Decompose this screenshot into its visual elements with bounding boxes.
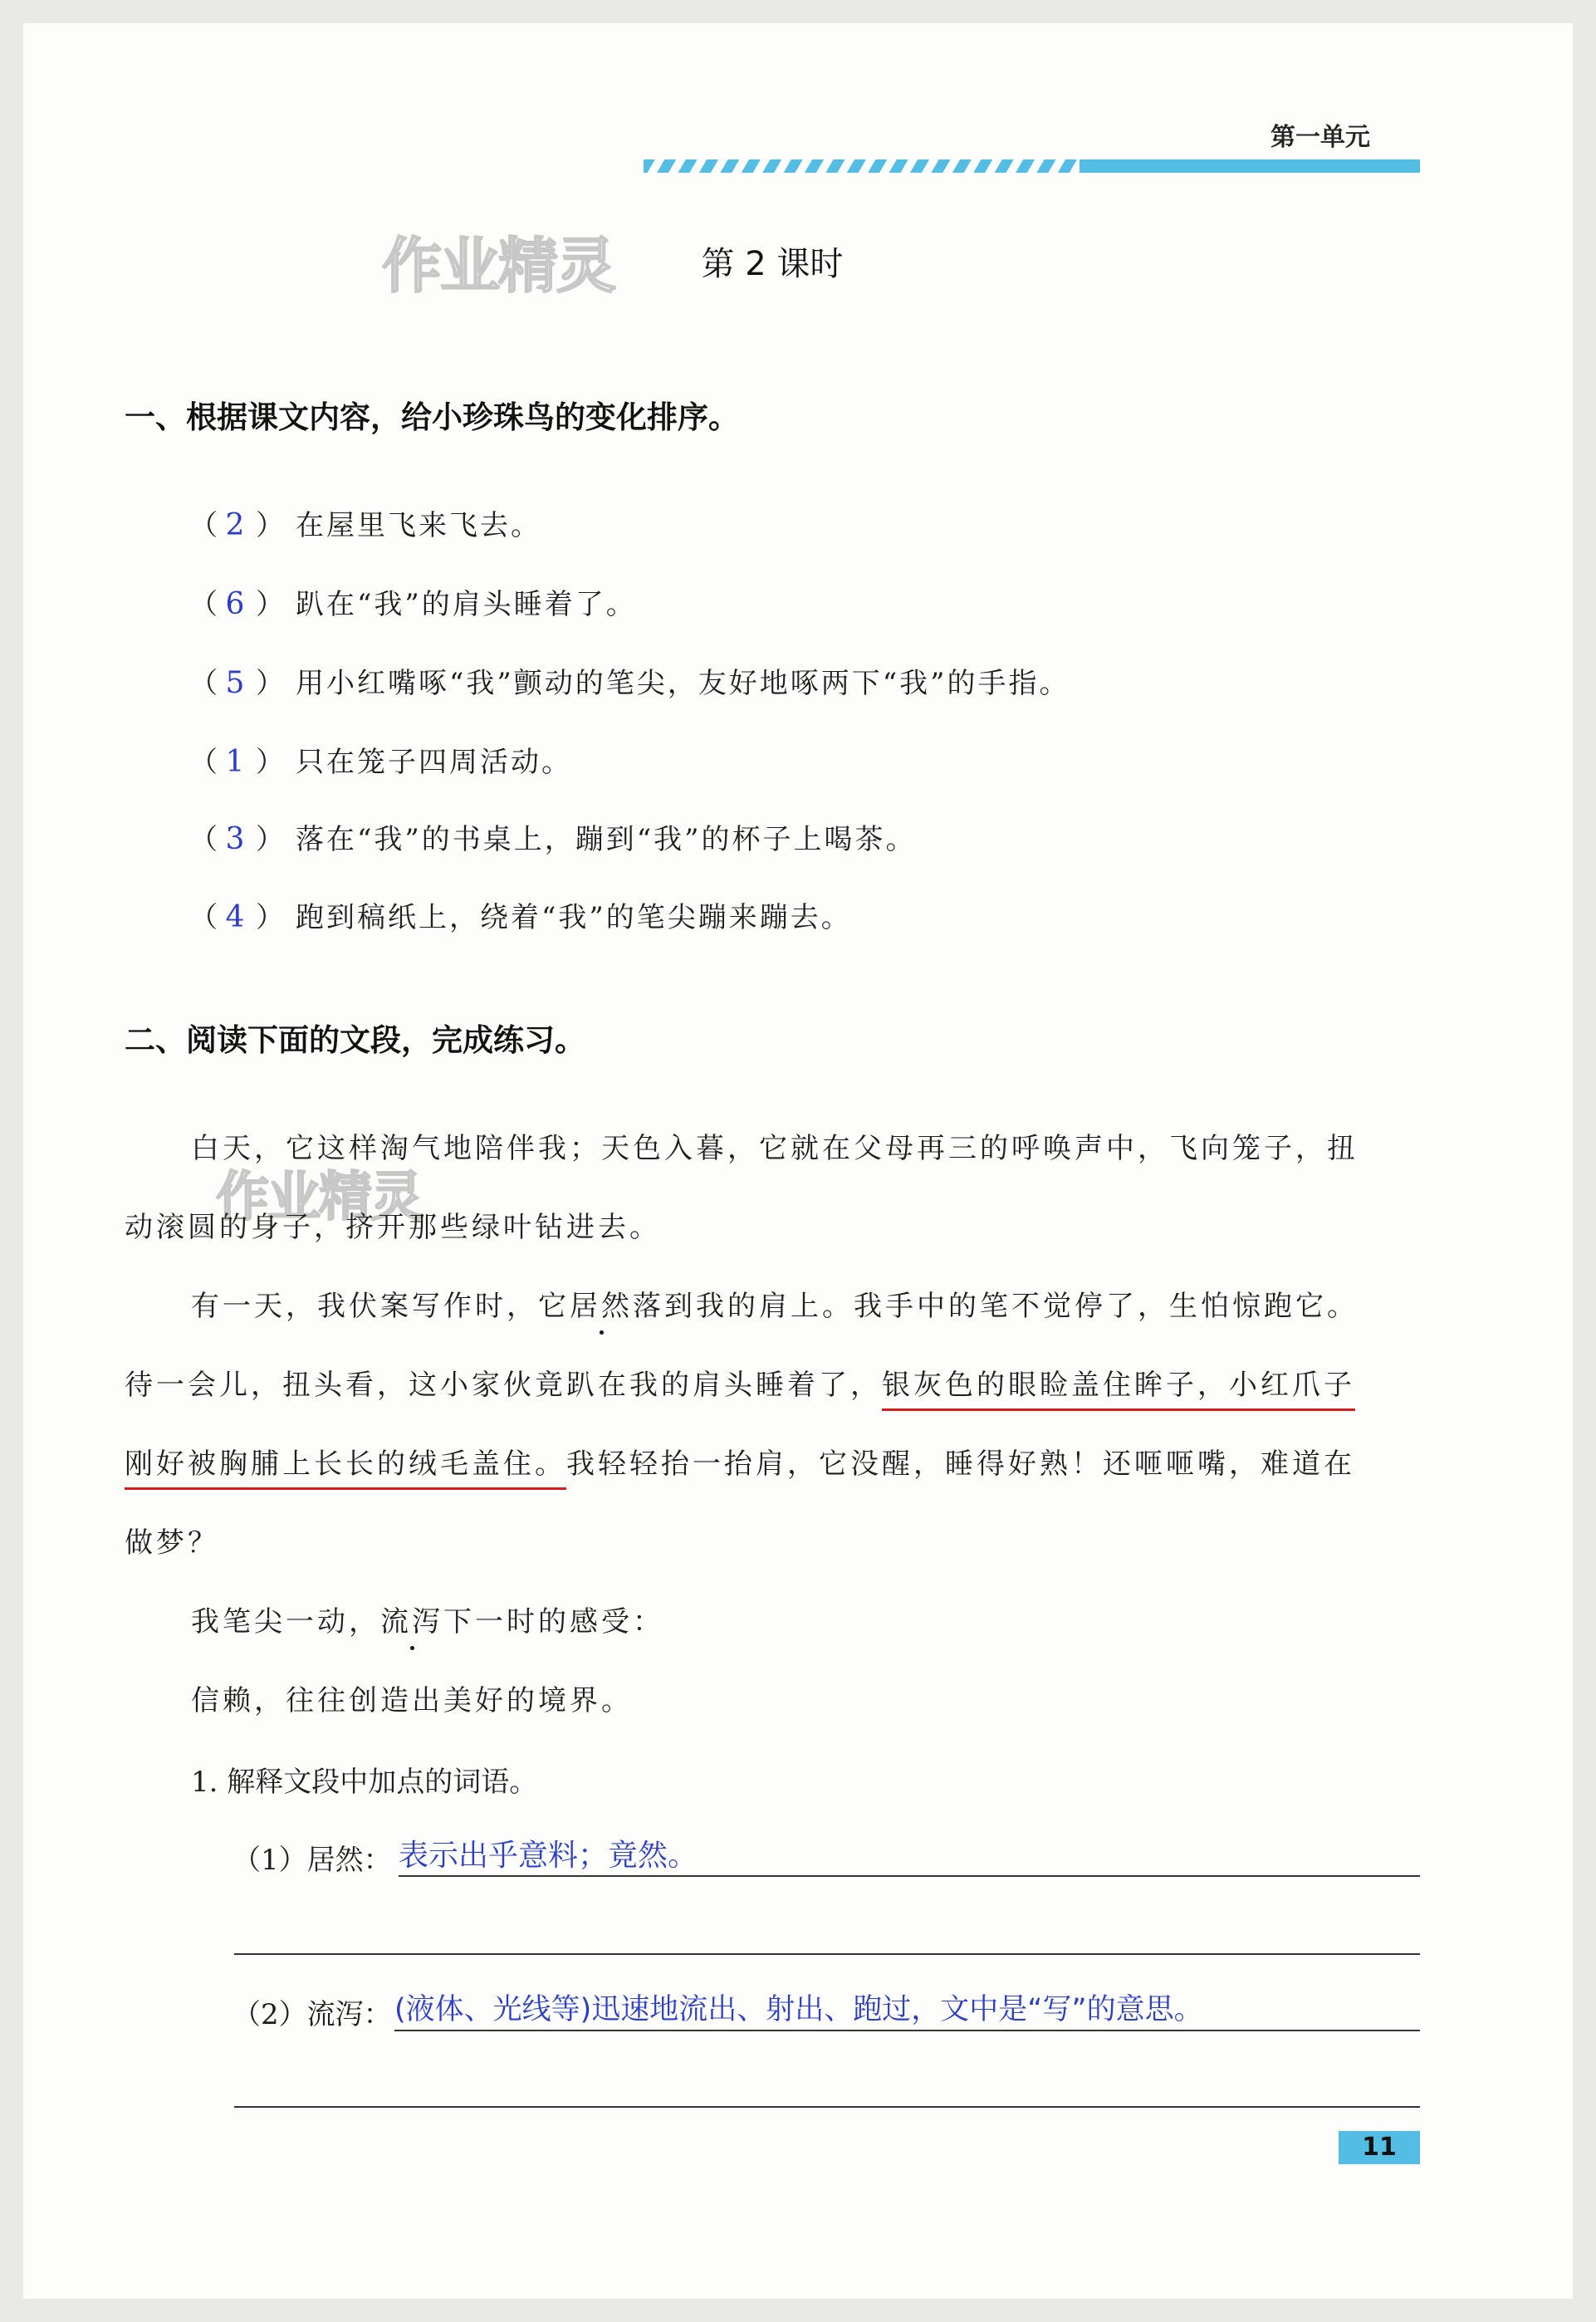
passage-line: 动滚圆的身子，挤开那些绿叶钻进去。	[125, 1211, 661, 1244]
page-number: 11	[1339, 2131, 1420, 2164]
underlined-sentence: 刚好被胸脯上长长的绒毛盖住。	[125, 1448, 566, 1490]
passage-line: 刚好被胸脯上长长的绒毛盖住。我轻轻抬一抬肩，它没醒，睡得好熟！还咂咂嘴，难道在	[125, 1443, 1420, 1485]
question-1-2-answer: (液体、光线等)迅速地流出、射出、跑过，文中是“写”的意思。	[394, 1993, 1203, 2026]
order-answer: 3	[225, 822, 245, 856]
order-item: （ 2 ） 在屋里飞来飞去。	[189, 505, 541, 546]
order-item: （ 5 ） 用小红嘴啄“我”颤动的笔尖，友好地啄两下“我”的手指。	[189, 663, 1070, 704]
order-item: （ 3 ） 落在“我”的书桌上，蹦到“我”的杯子上喝茶。	[189, 819, 917, 860]
order-item: （ 1 ） 只在笼子四周活动。	[189, 742, 572, 783]
passage-line: 有一天，我伏案写作时，它居然落到我的肩上。我手中的笔不觉停了，生怕惊跑它。	[191, 1290, 1359, 1323]
question-1: 1. 解释文段中加点的词语。	[191, 1766, 538, 1799]
section2-heading: 二、阅读下面的文段，完成练习。	[125, 1022, 585, 1058]
order-answer: 6	[225, 587, 245, 621]
lesson-title: 第 2 课时	[701, 245, 844, 283]
order-answer: 1	[225, 745, 245, 779]
order-item: （ 4 ） 跑到稿纸上，绕着“我”的笔尖蹦来蹦去。	[189, 897, 852, 938]
answer-line	[399, 1875, 1420, 1877]
order-answer: 5	[225, 666, 245, 700]
answer-line	[394, 2030, 1420, 2031]
unit-label: 第一单元	[1270, 123, 1370, 152]
dotted-word-juran: 居然	[570, 1290, 633, 1323]
watermark-logo: 作业精灵	[382, 231, 615, 301]
answer-line	[234, 2106, 1420, 2108]
section1-heading: 一、根据课文内容，给小珍珠鸟的变化排序。	[125, 399, 739, 435]
passage-line: 信赖，往往创造出美好的境界。	[191, 1684, 633, 1717]
underlined-sentence: 银灰色的眼睑盖住眸子，小红爪子	[882, 1369, 1355, 1411]
passage-line: 白天，它这样淘气地陪伴我；天色入暮，它就在父母再三的呼唤声中，飞向笼子，扭	[191, 1132, 1359, 1165]
passage-line: 做梦？	[125, 1526, 219, 1560]
answer-line	[234, 1953, 1420, 1955]
order-item: （ 6 ） 趴在“我”的肩头睡着了。	[189, 584, 637, 625]
passage-line: 我笔尖一动，流泻下一时的感受：	[191, 1605, 664, 1639]
header-stripe-solid	[1080, 159, 1420, 173]
watermark-logo: 作业精灵	[216, 1167, 422, 1228]
question-1-1-answer: 表示出乎意料；竟然。	[399, 1839, 698, 1873]
order-answer: 2	[225, 508, 245, 542]
passage-line: 待一会儿，扭头看，这小家伙竟趴在我的肩头睡着了，银灰色的眼睑盖住眸子，小红爪子	[125, 1364, 1420, 1406]
question-1-2-label: （2）流泻：	[233, 1998, 392, 2031]
question-1-1-label: （1）居然：	[233, 1844, 392, 1877]
dotted-word-liuxie: 流泻	[380, 1605, 443, 1639]
order-answer: 4	[225, 900, 245, 934]
